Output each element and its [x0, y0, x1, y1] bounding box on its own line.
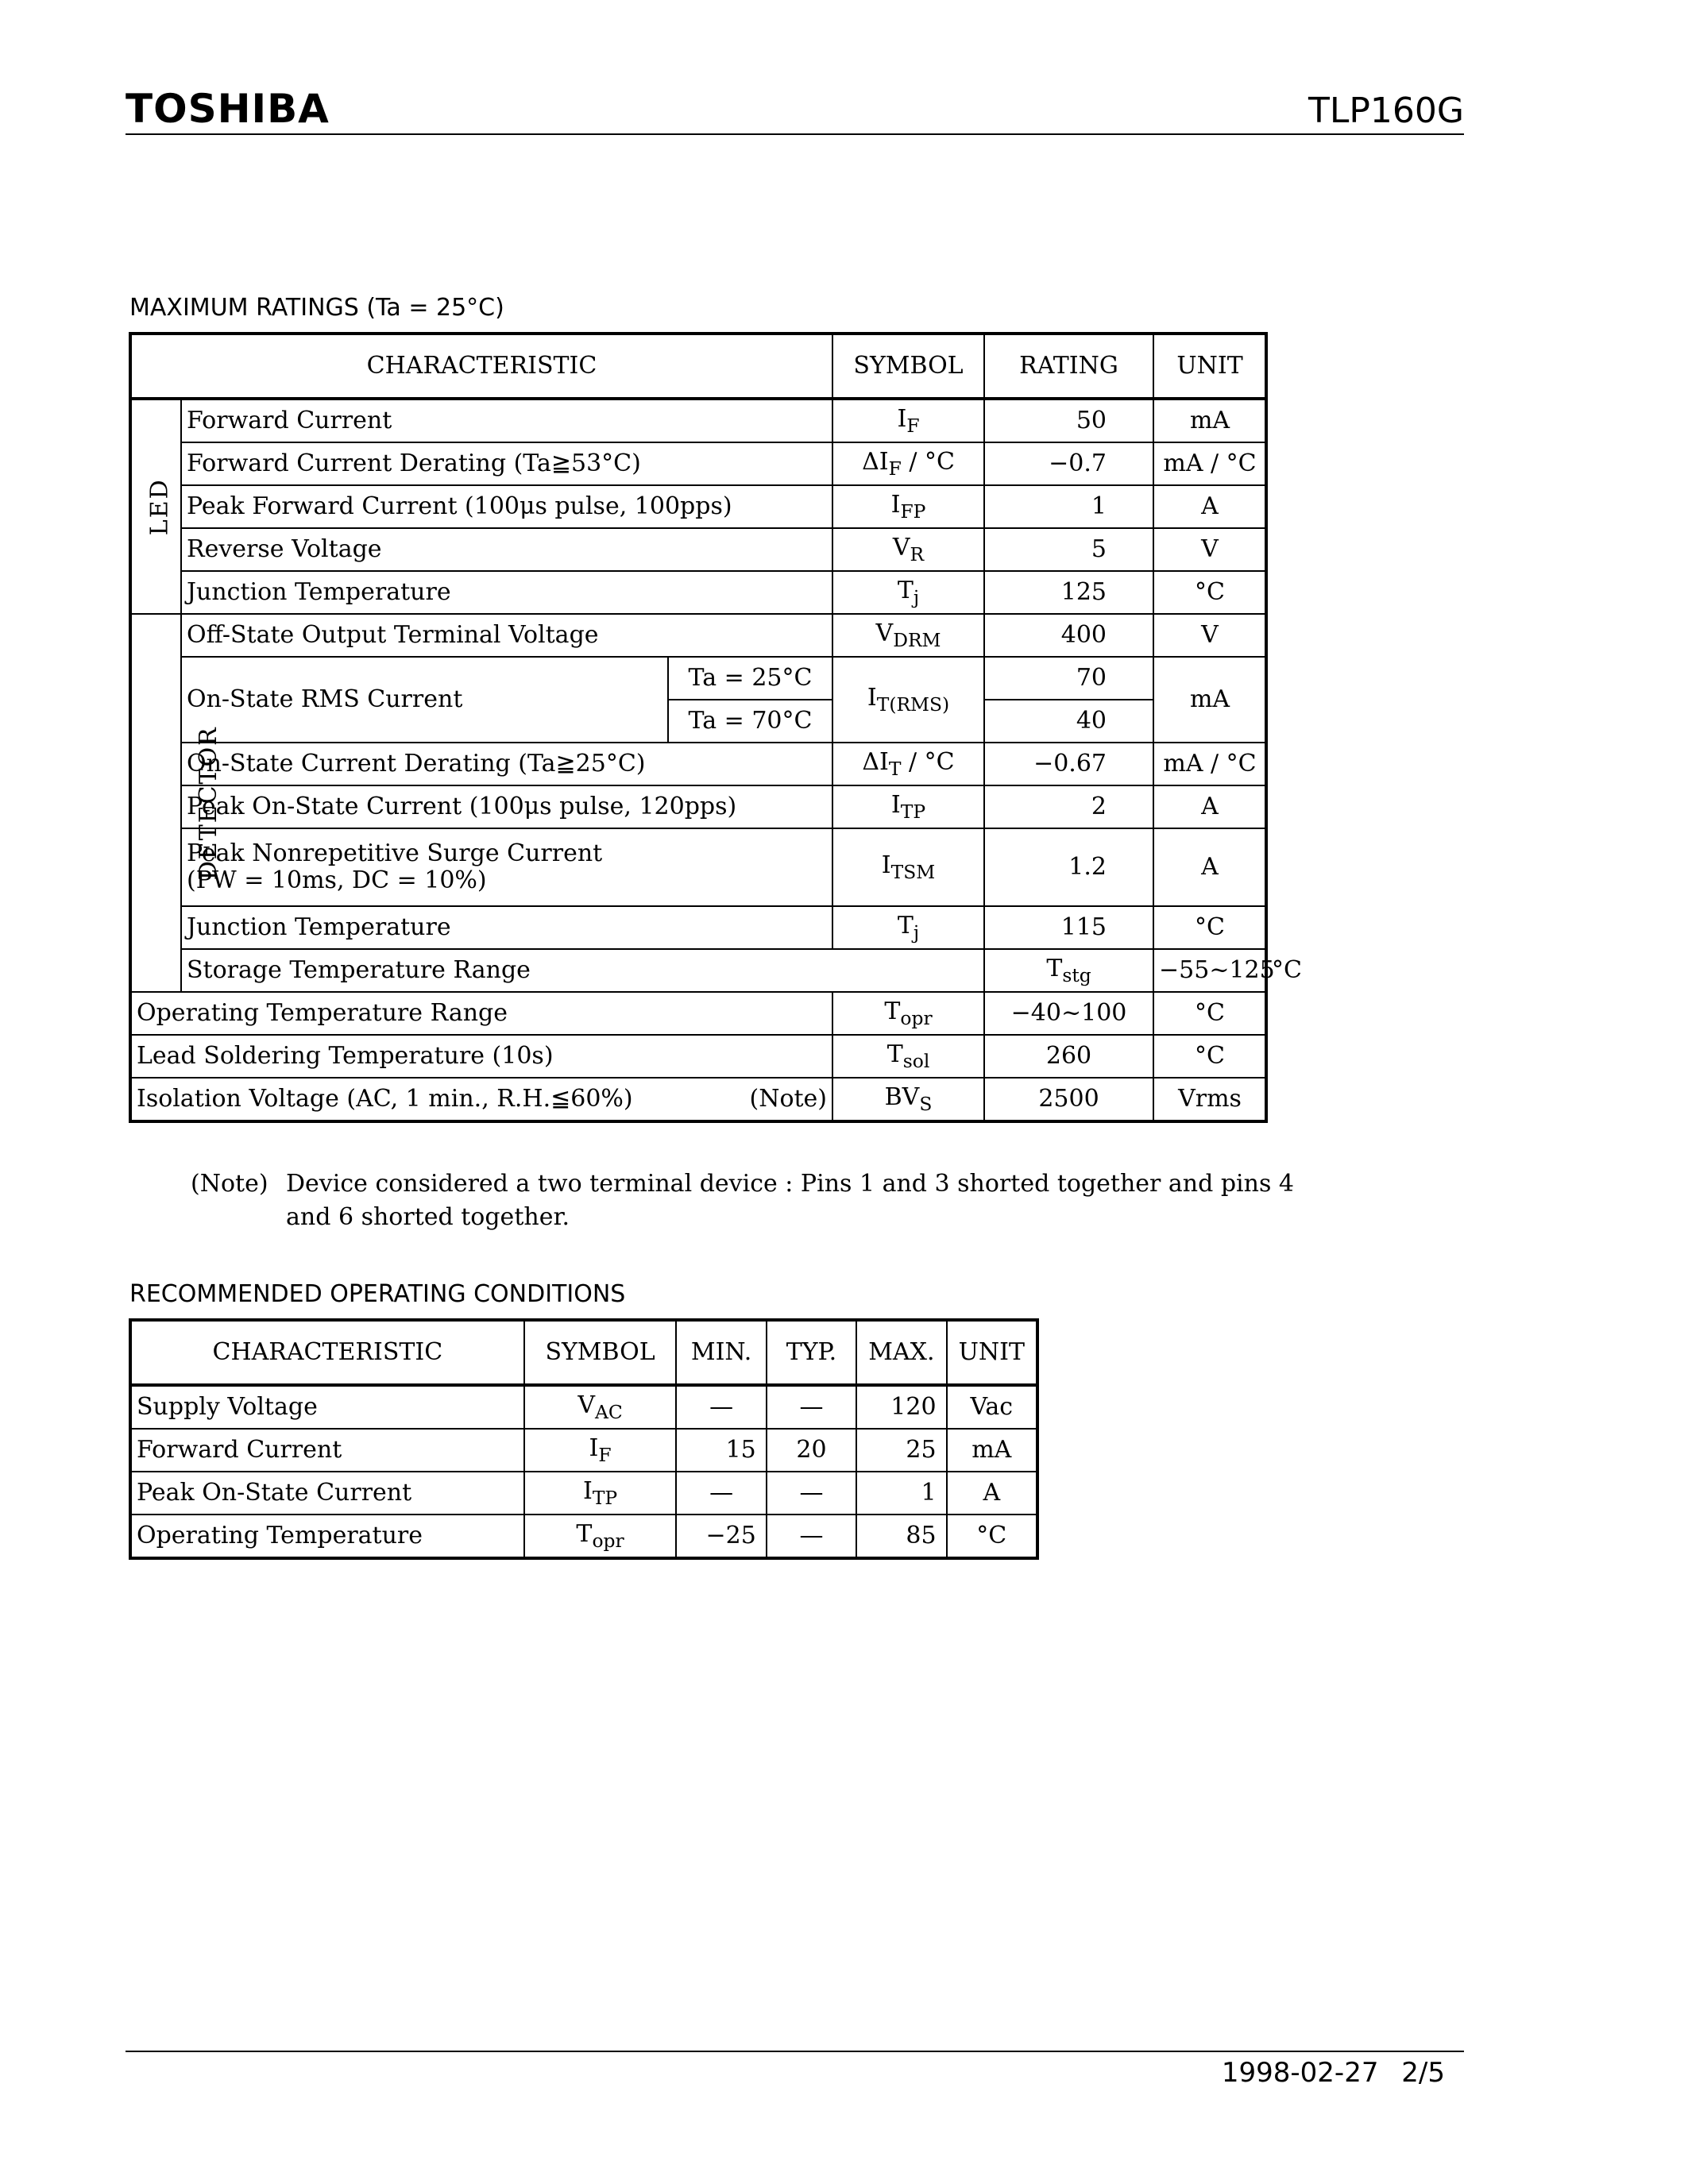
max-ratings-table: [129, 332, 1302, 1123]
symbol-cell: $BV_S$: [832, 1078, 984, 1121]
max-cell: 85: [856, 1515, 946, 1558]
table-row: [130, 1515, 1037, 1558]
characteristic-cell: On-State Current Derating (Ta≧25°C): [181, 743, 832, 785]
column-header: MAX.: [856, 1320, 946, 1385]
symbol-cell: $I_F$: [832, 399, 984, 442]
rating-cell: 5: [984, 528, 1153, 571]
unit-cell: A: [1153, 785, 1266, 828]
characteristic-cell: Forward Current: [130, 1429, 524, 1472]
unit-cell: mA / °C: [1153, 743, 1266, 785]
unit-cell: mA: [1153, 399, 1266, 442]
symbol-cell: $V_R$: [832, 528, 984, 571]
characteristic-cell: Forward Current Derating (Ta≧53°C): [181, 442, 832, 485]
part-number: TLP160G: [1308, 91, 1464, 131]
characteristic-cell: Lead Soldering Temperature (10s): [130, 1035, 832, 1078]
header-rule: [126, 133, 1464, 135]
note-reference: (Note): [749, 1084, 828, 1113]
table-row: [130, 485, 1266, 528]
unit-cell: Vrms: [1153, 1078, 1266, 1121]
unit-cell: A: [1153, 485, 1266, 528]
typ-cell: —: [767, 1515, 856, 1558]
characteristic-cell: Junction Temperature: [181, 571, 832, 614]
unit-cell: °C: [1153, 906, 1266, 949]
characteristic-cell: Supply Voltage: [130, 1385, 524, 1429]
column-header: SYMBOL: [832, 334, 984, 399]
column-header: RATING: [984, 334, 1153, 399]
characteristic-cell: On-State RMS Current: [181, 657, 668, 743]
table-row: [130, 785, 1266, 828]
characteristic-cell: Off-State Output Terminal Voltage: [181, 614, 832, 657]
min-cell: −25: [676, 1515, 766, 1558]
max-cell: 1: [856, 1472, 946, 1515]
table-header-row: [130, 1320, 1037, 1385]
symbol-cell: $I_{TSM}$: [832, 828, 984, 906]
characteristic-cell: Reverse Voltage: [181, 528, 832, 571]
characteristic-cell: Operating Temperature: [130, 1515, 524, 1558]
symbol-cell: $\Delta I_F / ^\circ C$: [832, 442, 984, 485]
characteristic-cell: Peak Forward Current (100μs pulse, 100pps): [181, 485, 832, 528]
unit-cell: V: [1153, 614, 1266, 657]
rating-cell: −55~125: [1153, 949, 1266, 992]
note-text: Device considered a two terminal device : Pins 1 and 3 shorted together and pins 4: [286, 1170, 1294, 1198]
column-header: MIN.: [676, 1320, 766, 1385]
note-text: and 6 shorted together.: [286, 1203, 570, 1231]
condition-cell: Ta = 25°C: [668, 657, 832, 700]
rating-cell: 115: [984, 906, 1153, 949]
min-cell: —: [676, 1472, 766, 1515]
symbol-cell: $I_{TP}$: [524, 1472, 677, 1515]
rating-cell: −0.7: [984, 442, 1153, 485]
unit-cell: mA: [1153, 657, 1266, 743]
max-cell: 120: [856, 1385, 946, 1429]
table-row: [130, 906, 1266, 949]
max-ratings-title: MAXIMUM RATINGS (Ta = 25°C): [129, 294, 504, 322]
rating-cell: 2: [984, 785, 1153, 828]
rating-cell: 40: [984, 700, 1153, 743]
group-label-led: LED: [130, 399, 181, 614]
rating-cell: 125: [984, 571, 1153, 614]
footer: [1222, 2057, 1445, 2089]
symbol-cell: $T_{stg}$: [984, 949, 1153, 992]
table-row: [130, 1385, 1037, 1429]
unit-cell: mA: [947, 1429, 1037, 1472]
group-label-detector: DETECTOR: [130, 614, 181, 992]
symbol-cell: $T_{opr}$: [832, 992, 984, 1035]
table-row: [130, 614, 1266, 657]
symbol-cell: $\Delta I_T / ^\circ C$: [832, 743, 984, 785]
rating-cell: −0.67: [984, 743, 1153, 785]
recommended-title: RECOMMENDED OPERATING CONDITIONS: [129, 1280, 626, 1308]
unit-cell: Vac: [947, 1385, 1037, 1429]
unit-cell: °C: [1153, 992, 1266, 1035]
column-header: UNIT: [947, 1320, 1037, 1385]
rating-cell: 1.2: [984, 828, 1153, 906]
min-cell: 15: [676, 1429, 766, 1472]
unit-cell: mA / °C: [1153, 442, 1266, 485]
characteristic-cell: Storage Temperature Range: [181, 949, 984, 992]
unit-cell: A: [947, 1472, 1037, 1515]
table-row: [130, 442, 1266, 485]
characteristic-cell: Isolation Voltage (AC, 1 min., R.H.≦60%) (Note): [130, 1078, 832, 1121]
rating-cell: 260: [984, 1035, 1153, 1078]
column-header: TYP.: [767, 1320, 856, 1385]
rating-cell: 1: [984, 485, 1153, 528]
footer-date: 1998-02-27: [1221, 2057, 1379, 2089]
unit-cell: °C: [947, 1515, 1037, 1558]
characteristic-cell: Operating Temperature Range: [130, 992, 832, 1035]
symbol-cell: $T_j$: [832, 906, 984, 949]
table-row: [130, 399, 1266, 442]
typ-cell: —: [767, 1472, 856, 1515]
symbol-cell: $I_{FP}$: [832, 485, 984, 528]
table-row: [130, 743, 1266, 785]
symbol-cell: $T_{opr}$: [524, 1515, 677, 1558]
symbol-cell: $I_F$: [524, 1429, 677, 1472]
rating-cell: 70: [984, 657, 1153, 700]
column-header: SYMBOL: [524, 1320, 677, 1385]
unit-cell: A: [1153, 828, 1266, 906]
rating-cell: −40~100: [984, 992, 1153, 1035]
table-row: [130, 1078, 1266, 1121]
footer-rule: [126, 2051, 1464, 2052]
characteristic-cell: Peak On-State Current: [130, 1472, 524, 1515]
rating-cell: 50: [984, 399, 1153, 442]
condition-cell: Ta = 70°C: [668, 700, 832, 743]
footnote: [191, 1167, 1294, 1234]
table-row: [130, 992, 1266, 1035]
rating-cell: 2500: [984, 1078, 1153, 1121]
characteristic-cell: Peak On-State Current (100μs pulse, 120pps): [181, 785, 832, 828]
column-header: UNIT: [1153, 334, 1266, 399]
table-header-row: [130, 334, 1266, 399]
typ-cell: 20: [767, 1429, 856, 1472]
table-row: [130, 657, 1266, 700]
recommended-table: [129, 1318, 1039, 1560]
symbol-cell: $T_{sol}$: [832, 1035, 984, 1078]
characteristic-cell: Forward Current: [181, 399, 832, 442]
table-row: [130, 528, 1266, 571]
table-row: [130, 1035, 1266, 1078]
table-row: [130, 1472, 1037, 1515]
table-row: [130, 571, 1266, 614]
table-row: [130, 828, 1266, 906]
min-cell: —: [676, 1385, 766, 1429]
table-row: [130, 1429, 1037, 1472]
footer-page: 2/5: [1401, 2057, 1445, 2089]
characteristic-cell: Peak Nonrepetitive Surge Current (PW = 10ms, DC = 10%): [181, 828, 832, 906]
table-row: Storage Temperature Range $T_{stg}$ −55~125 °C: [130, 949, 1266, 992]
symbol-cell: $T_j$: [832, 571, 984, 614]
symbol-cell: $V_{AC}$: [524, 1385, 677, 1429]
unit-cell: °C: [1153, 571, 1266, 614]
typ-cell: —: [767, 1385, 856, 1429]
toshiba-logo: TOSHIBA: [126, 86, 330, 132]
column-header: CHARACTERISTIC: [130, 334, 832, 399]
unit-cell: °C: [1153, 1035, 1266, 1078]
rating-cell: 400: [984, 614, 1153, 657]
unit-cell: V: [1153, 528, 1266, 571]
note-label: (Note): [191, 1170, 268, 1198]
symbol-cell: $I_{T(RMS)}$: [832, 657, 984, 743]
characteristic-cell: Junction Temperature: [181, 906, 832, 949]
symbol-cell: $V_{DRM}$: [832, 614, 984, 657]
column-header: CHARACTERISTIC: [130, 1320, 524, 1385]
symbol-cell: $I_{TP}$: [832, 785, 984, 828]
max-cell: 25: [856, 1429, 946, 1472]
